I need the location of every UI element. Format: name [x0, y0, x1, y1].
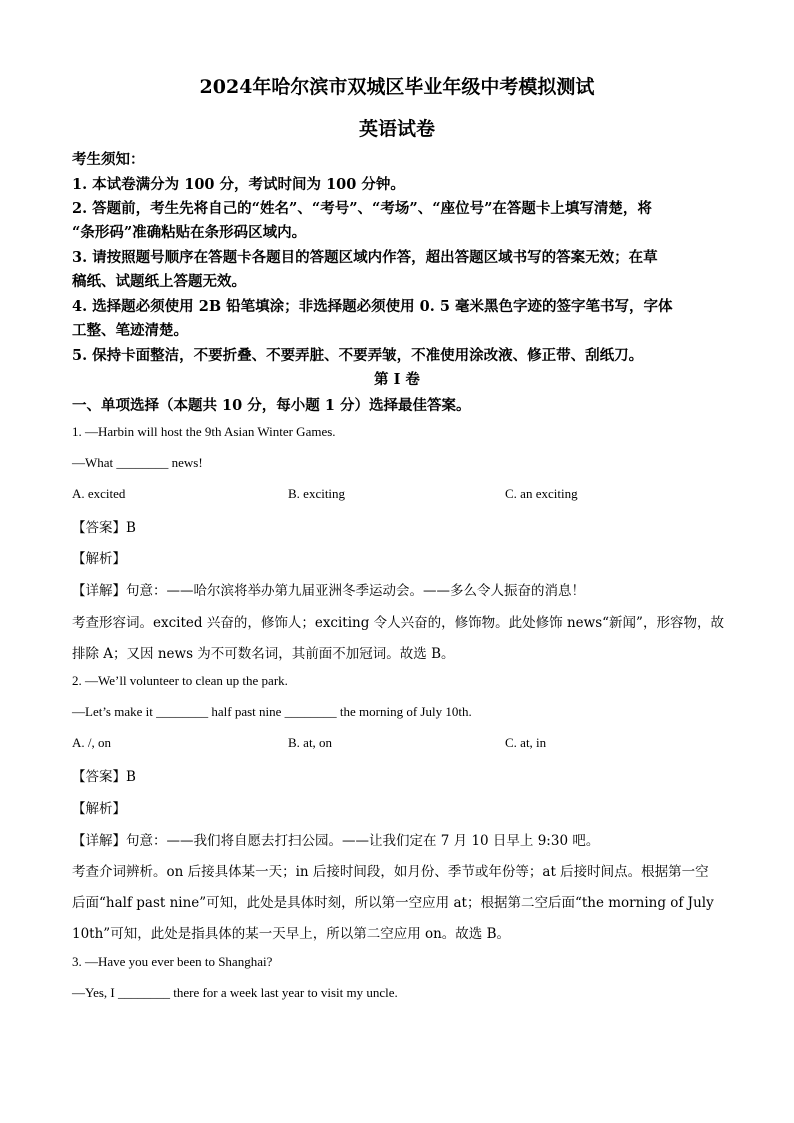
notice-item: 稿纸、试题纸上答题无效。: [72, 273, 246, 290]
notice-item: 工整、笔迹清楚。: [72, 322, 188, 339]
question-1-analysis: 【解析】: [72, 551, 126, 567]
question-2-option-b: B. at, on: [288, 735, 333, 750]
notice-item: 2. 答题前，考生先将自己的“姓名”、“考号”、“考场”、“座位号”在答题卡上填写清楚，将: [72, 200, 652, 217]
question-1-detail: 【详解】句意：——哈尔滨将举办第九届亚洲冬季运动会。——多么令人振奋的消息！: [72, 583, 585, 599]
question-2-answer: 【答案】B: [72, 769, 136, 785]
notice-item: 5. 保持卡面整洁，不要折叠、不要弄脏、不要弄皱，不准使用涂改液、修正带、刮纸刀。: [72, 347, 644, 364]
question-3-stem: 3. —Have you ever been to Shanghai?: [72, 954, 273, 969]
question-2-explanation: 10th”可知，此处是指具体的某一天早上，所以第二空应用 on。故选 B。: [72, 926, 511, 942]
volume-heading: 第 I 卷: [374, 371, 420, 388]
notice-item: 3. 请按照题号顺序在答题卡各题目的答题区域内作答，超出答题区域书写的答案无效；在草: [72, 249, 658, 266]
question-2-explanation: 考查介词辨析。on 后接具体某一天；in 后接时间段，如月份、季节或年份等；at 后接时间点。根据第一空: [72, 864, 709, 880]
exam-subtitle: 英语试卷: [358, 118, 435, 140]
question-2-analysis: 【解析】: [72, 801, 126, 817]
question-1-stem: 1. —Harbin will host the 9th Asian Winter Games.: [72, 424, 336, 439]
question-2-option-a: A. /, on: [72, 735, 111, 750]
question-1-option-b: B. exciting: [288, 486, 346, 501]
question-1-option-c: C. an exciting: [505, 486, 578, 501]
question-2-reply: —Let’s make it ________ half past nine ________ the morning of July 10th.: [72, 704, 472, 719]
question-3-reply: —Yes, I ________ there for a week last year to visit my uncle.: [72, 985, 398, 1000]
notice-item: 1. 本试卷满分为 100 分，考试时间为 100 分钟。: [72, 176, 405, 193]
question-1-option-a: A. excited: [72, 486, 126, 501]
question-2-stem: 2. —We’ll volunteer to clean up the park.: [72, 673, 288, 688]
question-2-explanation: 后面“half past nine”可知，此处是具体时刻，所以第一空应用 at；根据第二空后面“the morning of July: [72, 895, 714, 911]
notice-heading: 考生须知：: [72, 151, 145, 168]
question-2-detail: 【详解】句意：——我们将自愿去打扫公园。——让我们定在 7 月 10 日早上 9:30 吧。: [72, 833, 600, 849]
part-heading: 一、单项选择（本题共 10 分，每小题 1 分）选择最佳答案。: [72, 397, 471, 414]
notice-item: 4. 选择题必须使用 2B 铅笔填涂；非选择题必须使用 0. 5 毫米黑色字迹的签字笔书写，字体: [72, 298, 673, 315]
exam-title: 2024年哈尔滨市双城区毕业年级中考模拟测试: [199, 76, 595, 98]
question-1-answer: 【答案】B: [72, 520, 136, 536]
notice-item: “条形码”准确粘贴在条形码区域内。: [72, 224, 307, 241]
question-1-explanation: 排除 A；又因 news 为不可数名词，其前面不加冠词。故选 B。: [72, 646, 455, 662]
question-2-option-c: C. at, in: [505, 735, 547, 750]
question-1-explanation: 考查形容词。excited 兴奋的，修饰人；exciting 令人兴奋的，修饰物。此处修饰 news“新闻”，形容物，故: [72, 615, 724, 631]
question-1-reply: —What ________ news!: [72, 455, 203, 470]
